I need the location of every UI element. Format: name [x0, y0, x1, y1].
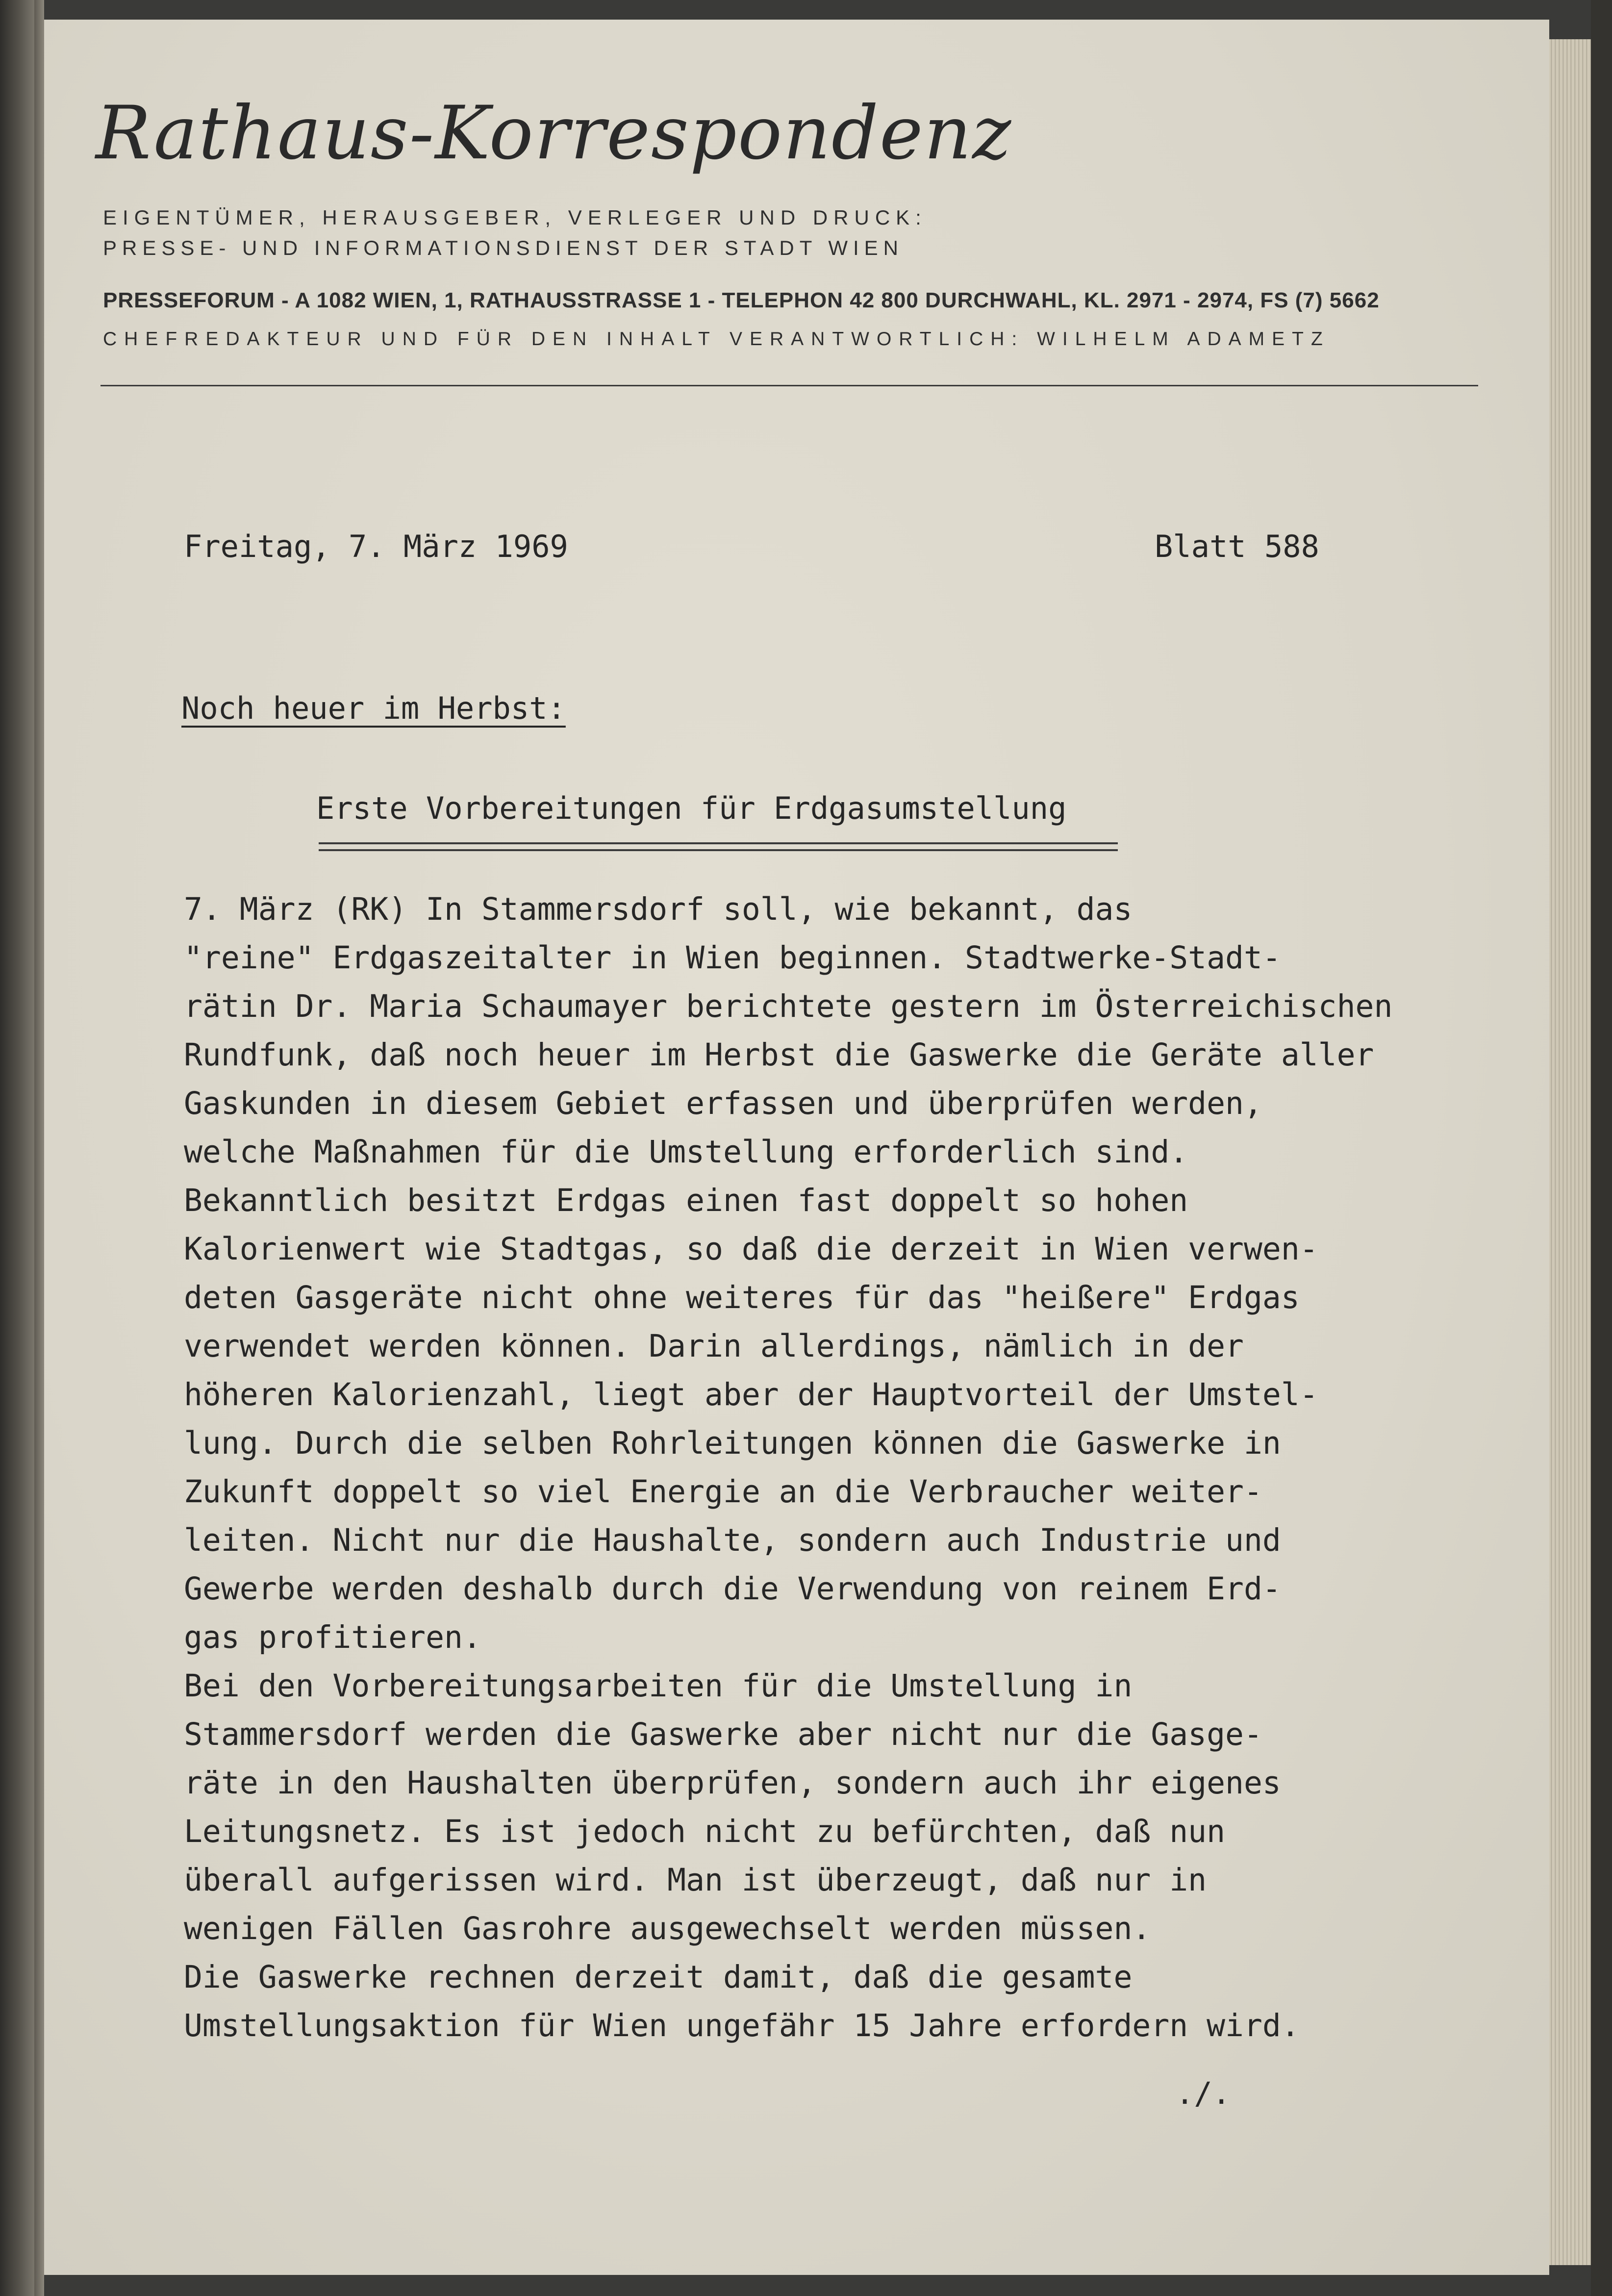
masthead-rule [101, 385, 1478, 386]
body-line: Kalorienwert wie Stadtgas, so daß die derzeit in Wien verwen- [184, 1231, 1318, 1267]
body-line: Rundfunk, daß noch heuer im Herbst die Gaswerke die Geräte aller [184, 1037, 1374, 1073]
body-line: Stammersdorf werden die Gaswerke aber nicht nur die Gasge- [184, 1716, 1262, 1752]
headline-double-underline [319, 849, 1118, 851]
desk-background-right [1591, 0, 1612, 2296]
body-line: wenigen Fällen Gasrohre ausgewechselt werden müssen. [184, 1911, 1151, 1946]
body-line: Zukunft doppelt so viel Energie an die Verbraucher weiter- [184, 1474, 1262, 1510]
article-headline: Erste Vorbereitungen für Erdgasumstellung [316, 790, 1067, 826]
desk-background-left [0, 0, 34, 2296]
continuation-mark: ./. [1176, 2075, 1231, 2111]
issue-date: Freitag, 7. März 1969 [184, 529, 568, 564]
body-line: Umstellungsaktion für Wien ungefähr 15 Jahre erfordern wird. [184, 2008, 1300, 2044]
masthead-owner-line: EIGENTÜMER, HERAUSGEBER, VERLEGER UND DRUCK: [103, 206, 927, 229]
page-binding [34, 0, 44, 2296]
masthead-editor-line: CHEFREDAKTEUR UND FÜR DEN INHALT VERANTWORTLICH: WILHELM ADAMETZ [103, 328, 1330, 350]
masthead-presse-line: PRESSE- UND INFORMATIONSDIENST DER STADT WIEN [103, 236, 904, 259]
page-stack-edge [1544, 39, 1593, 2265]
body-line: rätin Dr. Maria Schaumayer berichtete gestern im Österreichischen [184, 988, 1393, 1024]
body-line: Bekanntlich besitzt Erdgas einen fast doppelt so hohen [184, 1183, 1188, 1218]
body-line: Gewerbe werden deshalb durch die Verwendung von reinem Erd- [184, 1571, 1281, 1607]
body-line: Bei den Vorbereitungsarbeiten für die Umstellung in [184, 1668, 1133, 1704]
article-kicker: Noch heuer im Herbst: [181, 690, 566, 726]
headline-double-underline [319, 842, 1118, 844]
body-line: Leitungsnetz. Es ist jedoch nicht zu befürchten, daß nun [184, 1814, 1226, 1849]
body-line: leiten. Nicht nur die Haushalte, sondern auch Industrie und [184, 1522, 1281, 1558]
body-line: gas profitieren. [184, 1619, 481, 1655]
body-line: "reine" Erdgaszeitalter in Wien beginnen. Stadtwerke-Stadt- [184, 940, 1281, 976]
masthead-title: Rathaus-Korrespondenz [96, 91, 1012, 176]
body-line: Die Gaswerke rechnen derzeit damit, daß die gesamte [184, 1959, 1133, 1995]
sheet-number: Blatt 588 [1155, 529, 1319, 564]
body-line: höheren Kalorienzahl, liegt aber der Hauptvorteil der Umstel- [184, 1377, 1318, 1413]
body-line: räte in den Haushalten überprüfen, sondern auch ihr eigenes [184, 1765, 1281, 1801]
body-line: deten Gasgeräte nicht ohne weiteres für das "heißere" Erdgas [184, 1280, 1300, 1315]
body-line: Gaskunden in diesem Gebiet erfassen und überprüfen werden, [184, 1085, 1262, 1121]
masthead-address-line: PRESSEFORUM - A 1082 WIEN, 1, RATHAUSSTRASSE 1 - TELEPHON 42 800 DURCHWAHL, KL. 2971 - 2974, FS (7) 5662 [103, 288, 1380, 312]
body-line: verwendet werden können. Darin allerdings, nämlich in der [184, 1328, 1244, 1364]
body-line: welche Maßnahmen für die Umstellung erforderlich sind. [184, 1134, 1188, 1170]
body-line: überall aufgerissen wird. Man ist überzeugt, daß nur in [184, 1862, 1207, 1898]
body-line: lung. Durch die selben Rohrleitungen können die Gaswerke in [184, 1425, 1281, 1461]
body-line: 7. März (RK) In Stammersdorf soll, wie bekannt, das [184, 891, 1133, 927]
